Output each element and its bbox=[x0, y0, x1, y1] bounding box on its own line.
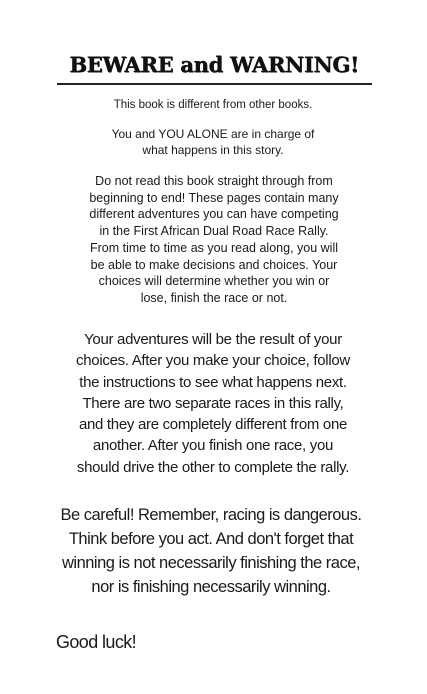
text-line: winning is not necessarily finishing the race, bbox=[61, 554, 360, 572]
paragraph-good-luck bbox=[56, 630, 256, 654]
title-underline bbox=[57, 83, 372, 85]
text-line: the instructions to see what happens next. bbox=[79, 373, 347, 391]
text-line: There are two separate races in this rally, bbox=[82, 394, 344, 412]
text-line: lose, finish the race or not. bbox=[140, 290, 288, 305]
paragraph-be-careful bbox=[52, 503, 370, 599]
text-line: in the First African Dual Road Race Rally. bbox=[99, 224, 329, 239]
text-line: beginning to end! These pages contain many bbox=[89, 190, 339, 205]
text-line: You and YOU ALONE are in charge of bbox=[111, 127, 315, 141]
paragraph-intro bbox=[60, 98, 366, 113]
paragraph-in-charge bbox=[60, 126, 366, 158]
paragraph-adventures bbox=[56, 329, 370, 478]
text-line: Your adventures will be the result of your bbox=[84, 331, 342, 348]
text-line: different adventures you can have competing bbox=[89, 207, 339, 222]
text-line: another. After you finish one race, you bbox=[92, 437, 334, 455]
text-line: This book is different from other books. bbox=[113, 99, 313, 111]
text-line: From time to time as you read along, you will bbox=[89, 240, 339, 255]
text-line: Do not read this book straight through from bbox=[95, 174, 333, 188]
text-line: Be careful! Remember, racing is dangerous. bbox=[60, 506, 362, 524]
text-line: choices will determine whether you win or bbox=[98, 274, 330, 289]
text-line: Think before you act. And don't forget that bbox=[68, 530, 354, 548]
text-line: and they are completely different from one bbox=[78, 416, 348, 434]
text-line: nor is finishing necessarily winning. bbox=[91, 578, 331, 596]
text-line: should drive the other to complete the rally. bbox=[76, 458, 350, 476]
text-line: what happens in this story. bbox=[142, 143, 284, 157]
text-line: Good luck! bbox=[56, 632, 137, 652]
text-line: choices. After you make your choice, follow bbox=[76, 352, 350, 370]
page-title: BEWARE and WARNING! bbox=[69, 52, 359, 77]
text-line: be able to make decisions and choices. Your bbox=[90, 257, 338, 272]
paragraph-instructions bbox=[64, 173, 364, 307]
